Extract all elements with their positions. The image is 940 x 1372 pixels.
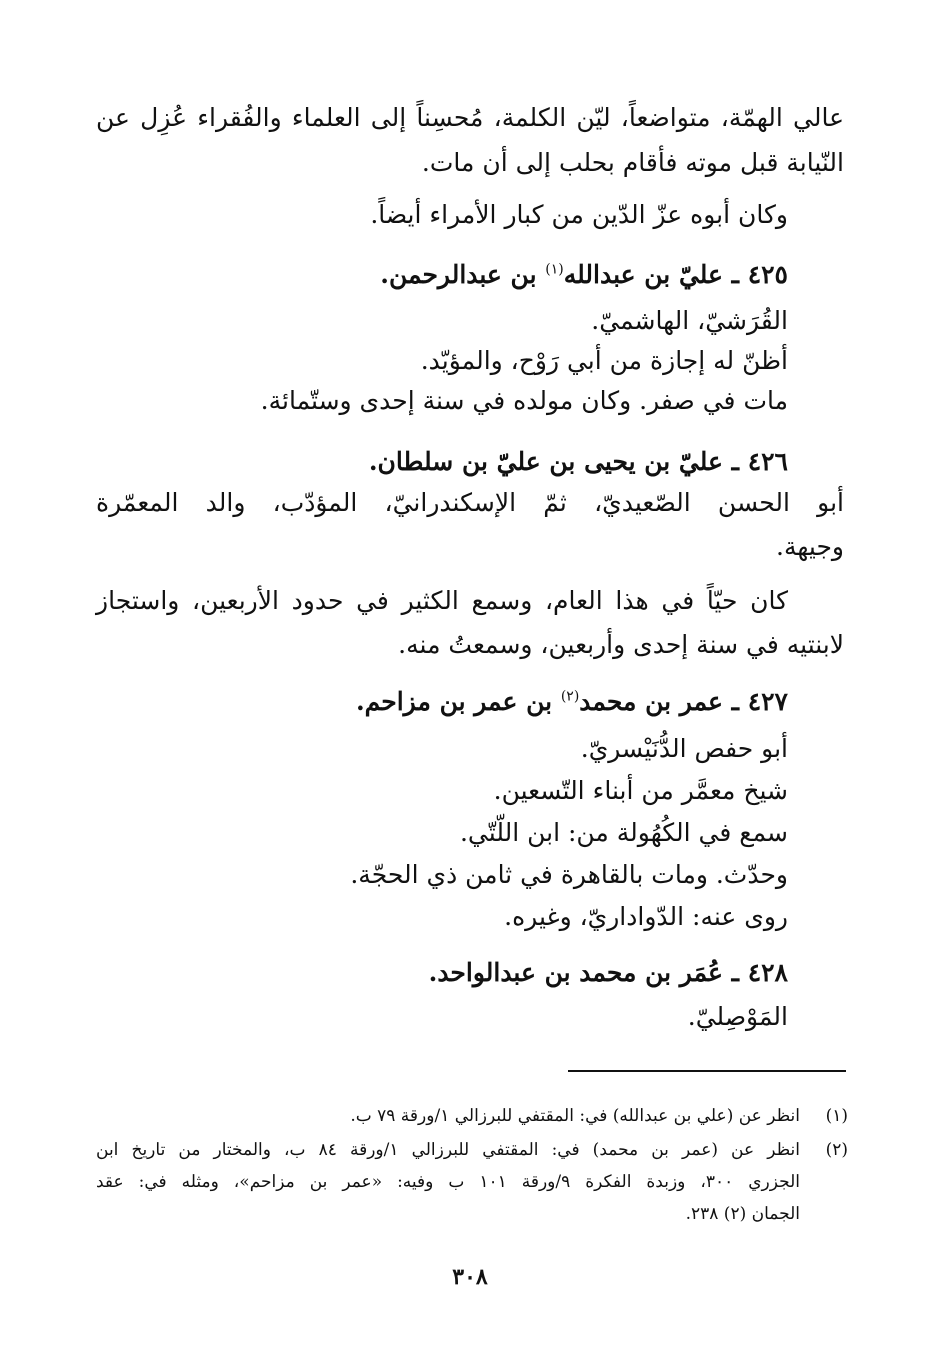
text-line: عالي الهمّة، متواضعاً، ليّن الكلمة، مُحسِناً إلى العلماء والفُقراء عُزِل عن [96,103,844,132]
entry-heading-text: ٤٢٧ ـ عمر بن محمد [579,687,788,716]
entry-425-heading [380,258,788,292]
text-line: أظنّ له إجازة من أبي رَوْح، والمؤيّد. [420,346,788,375]
footnote-line: انظر عن (عمر بن محمد) في: المقتفي للبرزالي ١/ورقة ٨٤ ب، والمختار من تاريخ ابن [96,1140,800,1160]
entry-427-heading [356,685,788,719]
footnote-number: (١) [825,1106,848,1126]
text-line: روى عنه: الدّواداريّ، وغيره. [504,902,788,931]
text-line: أبو الحسن الصّعيديّ، ثمّ الإسكندرانيّ، المؤدّب، والد المعمّرة [96,488,844,517]
footnote-line: الجمان (٢) ٢٣٨. [685,1204,800,1224]
footnote-ref: (١) [545,261,564,278]
entry-heading-text: ٤٢٥ ـ عليّ بن عبدالله [563,260,788,289]
text-line: مات في صفر. وكان مولده في سنة إحدى وستّمائة. [260,386,788,415]
entry-heading-text: بن عبدالرحمن. [380,260,546,289]
text-line: شيخ معمَّر من أبناء التّسعين. [493,776,788,805]
text-line: سمع في الكُهُولة من: ابن اللّتّي. [459,818,788,847]
footnote-number: (٢) [825,1140,848,1160]
footnote-ref: (٢) [560,688,580,705]
text-line: لابنتيه في سنة إحدى وأربعين، وسمعتُ منه. [398,630,844,659]
page-number: ٣٠٨ [452,1264,488,1290]
footnote-line: الجزري ٣٠٠، وزبدة الفكرة ٩/ورقة ١٠١ ب وفيه: «عمر بن مزاحم»، ومثله في: عقد [96,1172,800,1192]
footnote-line: انظر عن (علي بن عبدالله) في: المقتفي للبرزالي ١/ورقة ٧٩ ب. [350,1106,800,1126]
entry-heading-text: بن عمر بن مزاحم. [355,687,561,716]
text-line: كان حيّاً في هذا العام، وسمع الكثير في حدود الأربعين، واستجاز [96,586,788,615]
entry-428-heading: ٤٢٨ ـ عُمَر بن محمد بن عبدالواحد. [428,958,788,987]
text-line: المَوْصِليّ. [687,1002,788,1031]
text-line: وجيهة. [776,532,844,561]
text-line: النّيابة قبل موته فأقام بحلب إلى أن مات. [421,148,844,177]
text-line: أبو حفص الدُّنَيْسريّ. [580,734,788,763]
footnote-separator [568,1070,846,1072]
text-line: القُرَشيّ، الهاشميّ. [591,306,788,335]
entry-426-heading: ٤٢٦ ـ عليّ بن يحيى بن عليّ بن سلطان. [368,447,788,476]
text-line: وكان أبوه عزّ الدّين من كبار الأمراء أيضاً. [370,200,788,229]
text-line: وحدّث. ومات بالقاهرة في ثامن ذي الحجّة. [350,860,788,889]
